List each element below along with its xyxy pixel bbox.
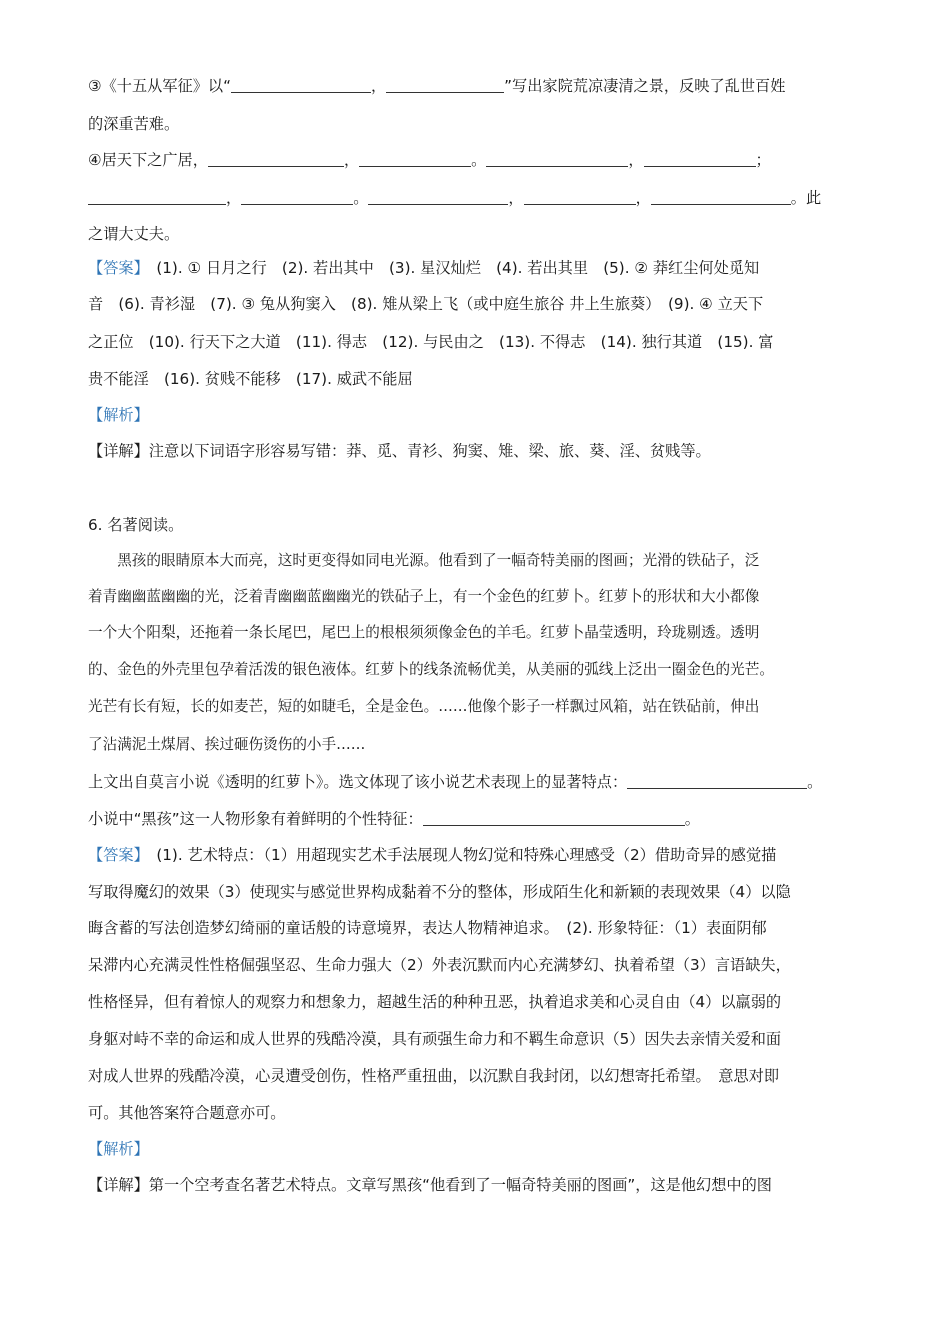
q5-answer-line-3: 之正位 (10). 行天下之大道 (11). 得志 (12). 与民由之 (13). 不得志 (14). 独行其道 (15). 富 bbox=[88, 333, 774, 351]
q5-sep: ， bbox=[343, 151, 360, 169]
q5-line-5: 之谓大丈夫。 bbox=[88, 225, 180, 243]
q6-answer-line: 晦含蓄的写法创造梦幻绮丽的童话般的诗意境界，表达人物精神追求。 (2). 形象特征：（1）表面阴郁 bbox=[88, 919, 767, 937]
q6-passage-line: 一个大个阳梨，还拖着一条长尾巴，尾巴上的根根须须像金色的羊毛。红萝卜晶莹透明，玲珑剔透。透明 bbox=[88, 624, 760, 641]
q5-sep: ， bbox=[226, 189, 242, 207]
q5-line-4-end: 。此 bbox=[790, 189, 822, 207]
q5-sep: 。 bbox=[471, 151, 487, 169]
q5-sep: ， bbox=[628, 151, 644, 169]
fill-blank bbox=[368, 189, 508, 205]
q6-passage-line: 的、金色的外壳里包孕着活泼的银色液体。红萝卜的线条流畅优美，从美丽的弧线上泛出一圈金色的光芒。 bbox=[88, 661, 774, 678]
answer-text: (1). 艺术特点：（1）用超现实艺术手法展现人物幻觉和特殊心理感受（2）借助奇异的感觉描 bbox=[141, 846, 777, 864]
fill-blank bbox=[386, 77, 504, 93]
q6-answer-line: 呆滞内心充满灵性性格倔强坚忍、生命力强大（2）外表沉默而内心充满梦幻、执着希望（3）言语缺失， bbox=[88, 956, 791, 974]
fill-blank bbox=[208, 151, 344, 167]
q6-title: 6. 名著阅读。 bbox=[88, 516, 184, 534]
q6-detail: 【详解】第一个空考查名著艺术特点。文章写黑孩“他看到了一幅奇特美丽的图画”，这是他幻想中的图 bbox=[88, 1176, 772, 1194]
q5-sep: ； bbox=[755, 151, 771, 169]
q6-answer-line: 身躯对峙不幸的命运和成人世界的残酷冷漠，具有顽强生命力和不羁生命意识（5）因失去亲情关爱和面 bbox=[88, 1030, 782, 1048]
q5-sep: 。 bbox=[353, 189, 369, 207]
q6-answer-line: 写取得魔幻的效果（3）使现实与感觉世界构成黏着不分的整体，形成陌生化和新颖的表现效果（4）以隐 bbox=[88, 883, 791, 901]
fill-blank bbox=[88, 189, 226, 205]
fill-blank bbox=[423, 810, 685, 826]
q5-line-3-a: ④居天下之广居， bbox=[88, 151, 208, 169]
fill-blank bbox=[524, 189, 636, 205]
fill-blank bbox=[651, 189, 791, 205]
q6-prompt-2-text: 小说中“黑孩”这一人物形象有着鲜明的个性特征： bbox=[88, 810, 423, 828]
q5-answer-line-4: 贵不能淫 (16). 贫贱不能移 (17). 威武不能屈 bbox=[88, 370, 413, 388]
fill-blank bbox=[359, 151, 471, 167]
q5-line-2: 的深重苦难。 bbox=[88, 115, 180, 133]
q6-passage-line: 光芒有长有短，长的如麦芒，短的如睫毛，全是金色。……他像个影子一样飘过风箱，站在铁砧前，伸出 bbox=[88, 698, 760, 715]
q6-prompt-1-end: 。 bbox=[807, 773, 823, 791]
q5-line-4 bbox=[88, 188, 868, 208]
q6-passage-line: 黑孩的眼睛原本大而亮，这时更变得如同电光源。他看到了一幅奇特美丽的图画；光滑的铁砧子，泛 bbox=[88, 552, 760, 569]
fill-blank bbox=[241, 189, 353, 205]
q5-line-1 bbox=[88, 76, 868, 96]
q6-prompt-1 bbox=[88, 772, 868, 792]
answer-tag: 【答案】 bbox=[88, 259, 142, 277]
q5-line-1-a: ③《十五从军征》以“ bbox=[88, 77, 231, 95]
q5-sep: ， bbox=[508, 189, 524, 207]
fill-blank bbox=[231, 77, 371, 93]
q5-answer-line-1 bbox=[88, 258, 868, 278]
q6-prompt-2-end: 。 bbox=[684, 810, 700, 828]
fill-blank bbox=[627, 773, 807, 789]
answer-text: (1). ① 日月之行 (2). 若出其中 (3). 星汉灿烂 (4). 若出其里 (5). ② 莽红尘何处觅知 bbox=[141, 259, 760, 277]
fill-blank bbox=[644, 151, 756, 167]
q5-answer-line-2: 音 (6). 青衫湿 (7). ③ 兔从狗窦入 (8). 雉从梁上飞（或中庭生旅谷 井上生旅葵） (9). ④ 立天下 bbox=[88, 295, 764, 313]
q5-sep: ， bbox=[635, 189, 651, 207]
answer-tag: 【答案】 bbox=[88, 846, 142, 864]
fill-blank bbox=[486, 151, 628, 167]
q6-prompt-1-text: 上文出自莫言小说《透明的红萝卜》。选文体现了该小说艺术表现上的显著特点： bbox=[88, 773, 628, 791]
q6-answer-line: 性格怪异，但有着惊人的观察力和想象力，超越生活的种种丑恶，执着追求美和心灵自由（4）以羸弱的 bbox=[88, 993, 782, 1011]
q5-detail: 【详解】注意以下词语字形容易写错：莽、觅、青衫、狗窦、雉、梁、旅、葵、淫、贫贱等。 bbox=[88, 442, 711, 460]
q6-answer-line: 对成人世界的残酷冷漠，心灵遭受创伤，性格严重扭曲，以沉默自我封闭，以幻想寄托希望。 意思对即 bbox=[88, 1067, 780, 1085]
analysis-tag: 【解析】 bbox=[88, 406, 149, 424]
q6-prompt-2 bbox=[88, 809, 868, 829]
q5-line-1-c: ”写出家院荒凉凄清之景，反映了乱世百姓 bbox=[504, 77, 786, 95]
q6-passage-line: 了沾满泥土煤屑、挨过砸伤烫伤的小手…… bbox=[88, 736, 366, 753]
q6-passage-line: 着青幽幽蓝幽幽的光，泛着青幽幽蓝幽幽光的铁砧子上，有一个金色的红萝卜。红萝卜的形状和大小都像 bbox=[88, 588, 760, 605]
q6-answer-line: 可。其他答案符合题意亦可。 bbox=[88, 1104, 286, 1122]
q5-line-3 bbox=[88, 150, 868, 170]
q5-comma: ， bbox=[370, 77, 387, 95]
q6-answer-line-1 bbox=[88, 845, 868, 865]
analysis-tag: 【解析】 bbox=[88, 1140, 149, 1158]
